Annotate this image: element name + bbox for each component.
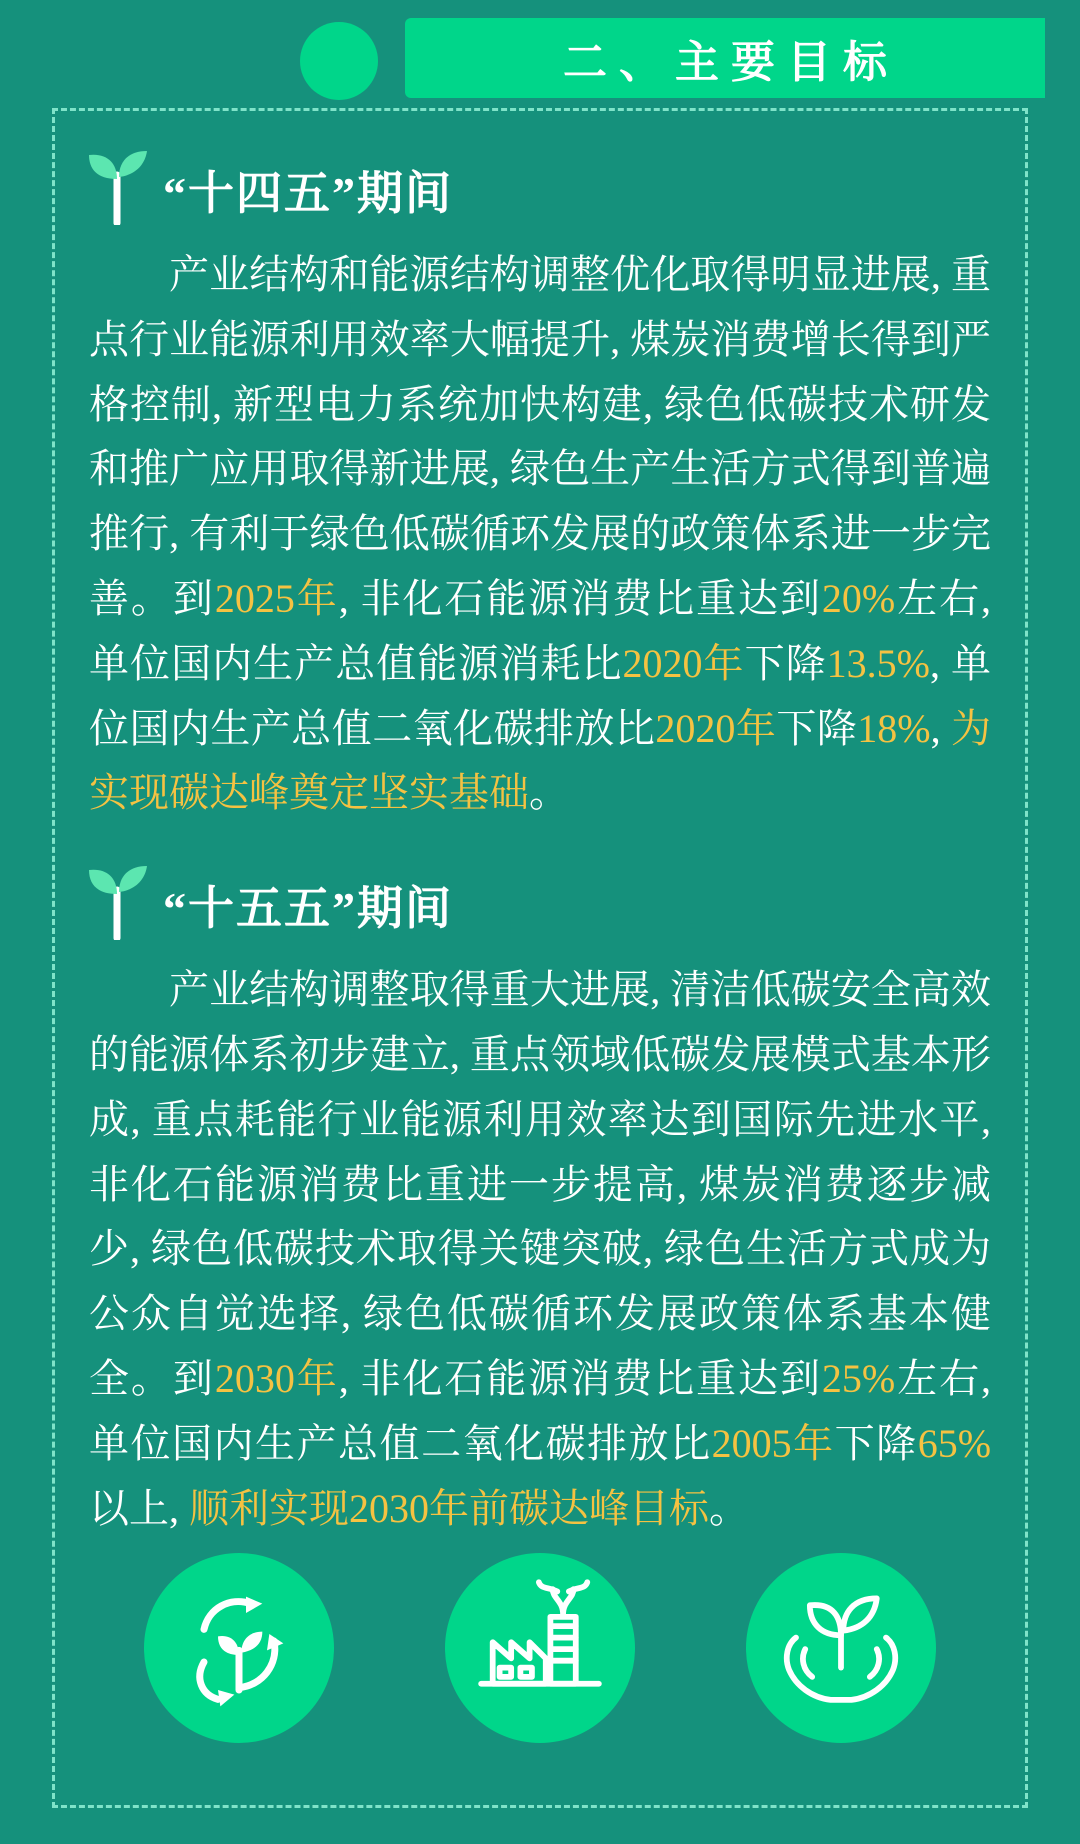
highlight-text: 2020年 [622, 640, 745, 686]
factory-icon [445, 1553, 635, 1743]
highlight-text: 13.5% [826, 640, 930, 686]
recycle-plant-icon [144, 1553, 334, 1743]
body-text: 产业结构和能源结构调整优化取得明显进展, 重点行业能源利用效率大幅提升, 煤炭消费增长得到严格控制, 新型电力系统加快构建, 绿色低碳技术研发和推广应用取得新进展, 绿色生产生活方式得到普遍推行, 有利于绿色低碳循环发展的政策体系进一步完善。到 [89, 252, 991, 621]
bottom-icon-row [55, 1553, 1025, 1743]
sprout-icon [83, 860, 157, 940]
page-title: 二、主要目标 [563, 38, 899, 87]
circle-dot-icon [300, 22, 378, 100]
section-title-1: “十四五”期间 [163, 168, 453, 219]
section-paragraph-2 [89, 958, 991, 1541]
body-text: 。 [529, 770, 569, 816]
highlight-text: 顺利实现2030年前碳达峰目标 [189, 1485, 709, 1531]
body-text: , [930, 705, 952, 751]
section-heading-2 [83, 848, 997, 940]
body-text: 以上, [89, 1485, 189, 1531]
body-text: 下降 [776, 705, 858, 751]
body-text: 产业结构调整取得重大进展, 清洁低碳安全高效的能源体系初步建立, 重点领域低碳发展模式基本形成, 重点耗能行业能源利用效率达到国际先进水平, 非化石能源消费比重进一步提高, 煤炭消费逐步减少, 绿色低碳技术取得关键突破, 绿色生活方式成为公众自觉选择, 绿色低碳循环发展政策体系基本健全。到 [89, 967, 991, 1401]
highlight-text: 2020年 [655, 705, 777, 751]
content-frame [52, 108, 1028, 1808]
highlight-text: 65% [917, 1420, 992, 1466]
section-heading-1 [83, 133, 997, 225]
body-text: , 非化石能源消费比重达到 [338, 575, 822, 621]
body-text: , 非化石能源消费比重达到 [338, 1355, 822, 1401]
hands-leaf-icon [746, 1553, 936, 1743]
body-text: 左右, 单位国内生产总值二氧化碳排放比 [89, 1355, 992, 1466]
highlight-text: 2030年 [214, 1355, 339, 1401]
highlight-text: 2025年 [214, 575, 339, 621]
highlight-text: 18% [857, 705, 931, 751]
body-text: 下降 [744, 640, 827, 686]
header-banner [405, 18, 1045, 98]
highlight-text: 25% [821, 1355, 896, 1401]
section-title-2: “十五五”期间 [163, 883, 453, 935]
highlight-text: 2005年 [711, 1420, 835, 1466]
highlight-text: 为实现碳达峰奠定坚实基础 [89, 705, 992, 816]
sprout-icon [83, 145, 157, 225]
body-text: , 单位国内生产总值二氧化碳排放比 [89, 640, 992, 751]
body-text: 。 [709, 1485, 749, 1531]
body-text: 下降 [834, 1420, 918, 1466]
body-text: 左右, 单位国内生产总值能源消耗比 [89, 575, 992, 686]
highlight-text: 20% [821, 575, 896, 621]
page-header [0, 0, 1080, 118]
section-paragraph-1 [89, 243, 991, 826]
